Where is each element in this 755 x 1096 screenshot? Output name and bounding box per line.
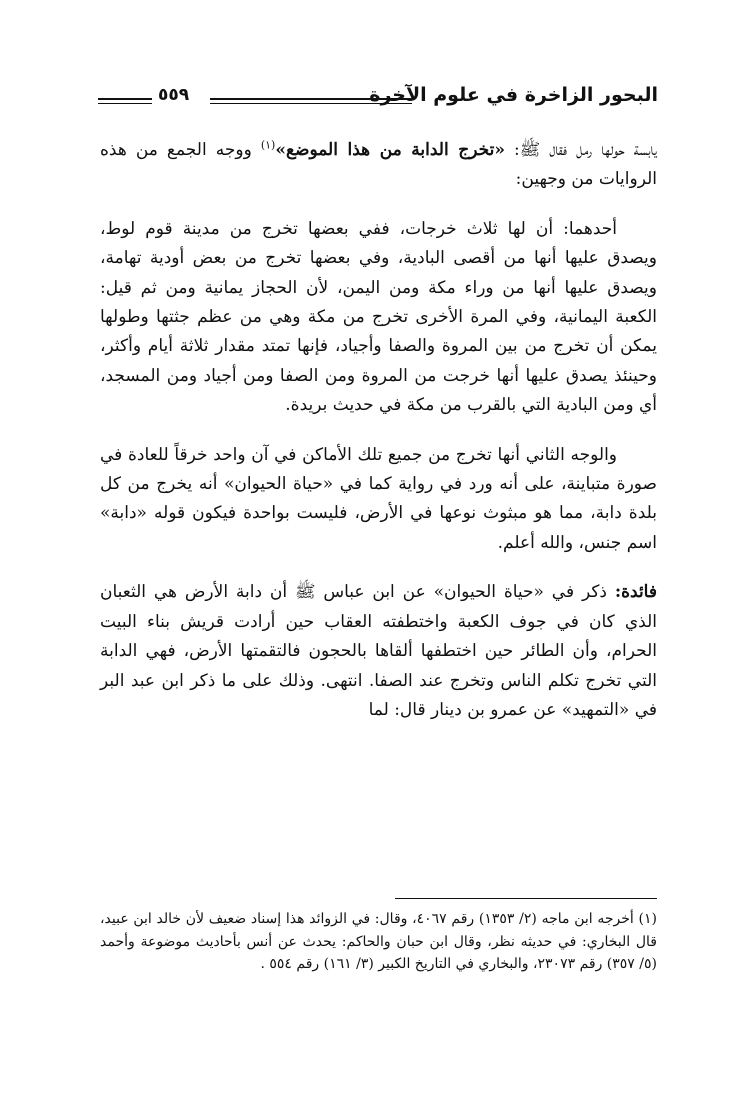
benefit-label: فائدة: [614, 582, 657, 603]
paragraph-2: أحدهما: أن لها ثلاث خرجات، ففي بعضها تخرج من مدينة قوم لوط، ويصدق عليها أنها من أقصى البادية، وفي بعضها تخرج من بعض أودية تهامة، ويصدق عليها أنها من وراء مكة ومن اليمن، لأن الحجاز يمانية ومن ثم قيل: الكعبة اليمانية، وفي المرة الأخرى تخرج من مكة وهي من عظم جثتها وطولها يمكن أن تخرج من بين المروة والصفا وأجياد، فإنها تمتد مقدار ثلاثة أيام وأكثر، وحينئذ يصدق عليها أنها خرجت من المروة ومن الصفا ومن أجياد ومن المسجد، أي ومن البادية التي بالقرب من مكة في حديث بريدة. [100, 218, 657, 416]
footnote-separator [395, 898, 657, 899]
paragraph-3: والوجه الثاني أنها تخرج من جميع تلك الأماكن في آن واحد خرقاً للعادة في صورة متباينة، على أنه ورد في رواية كما في «حياة الحيوان» أنه يخرج من كل بلدة دابة، مما هو مبثوث نوعها في الأرض، فليست بواحدة فيكون قوله «دابة» اسم جنس، والله أعلم. [100, 444, 657, 553]
book-title: البحور الزاخرة في علوم الآخرة [369, 84, 658, 106]
header-rule [210, 98, 412, 104]
p1-text-b: ووجه الجمع من هذه الروايات من وجهين: [100, 140, 657, 190]
hadith-quote: «تخرج الدابة من هذا الموضع» [275, 140, 505, 160]
running-header [98, 76, 658, 116]
main-text [100, 136, 657, 745]
footnote-ref: (١) [260, 138, 276, 152]
page-number: ٥٥٩ [158, 85, 190, 105]
p4-text: ذكر في «حياة الحيوان» عن ابن عباس ﷺ أن دابة الأرض هي الثعبان الذي كان في جوف الكعبة واختطفته العقاب حين أرادت قريش بناء البيت الحرام، وأن الطائر حين اختطفها ألقاها بالحجون فالتقمتها الأرض، فهي الدابة التي تخرج تكلم الناس وتخرج عند الصفا. انتهى. وذلك على ما ذكر ابن عبد البر في «التمهيد» عن عمرو بن دينار قال: لما [100, 582, 657, 720]
paragraph-4 [100, 578, 657, 725]
paragraph-1 [100, 136, 657, 195]
p1-text-a: يابسة حولها رمل فقال ﷺ: [504, 140, 657, 160]
footnote-1: (١) أخرجه ابن ماجه (٢/ ١٣٥٣) رقم ٤٠٦٧، وقال: في الزوائد هذا إسناد ضعيف لأن خالد ابن عبيد، قال البخاري: في حديثه نظر، وقال ابن حبان والحاكم: يحدث عن أنس بأحاديث موضوعة وأحمد (٥/ ٣٥٧) رقم ٢٣٠٧٣، والبخاري في التاريخ الكبير (٣/ ١٦١) رقم ٥٥٤ . [100, 911, 657, 972]
footnotes [100, 908, 657, 976]
header-rule-left [98, 98, 152, 104]
